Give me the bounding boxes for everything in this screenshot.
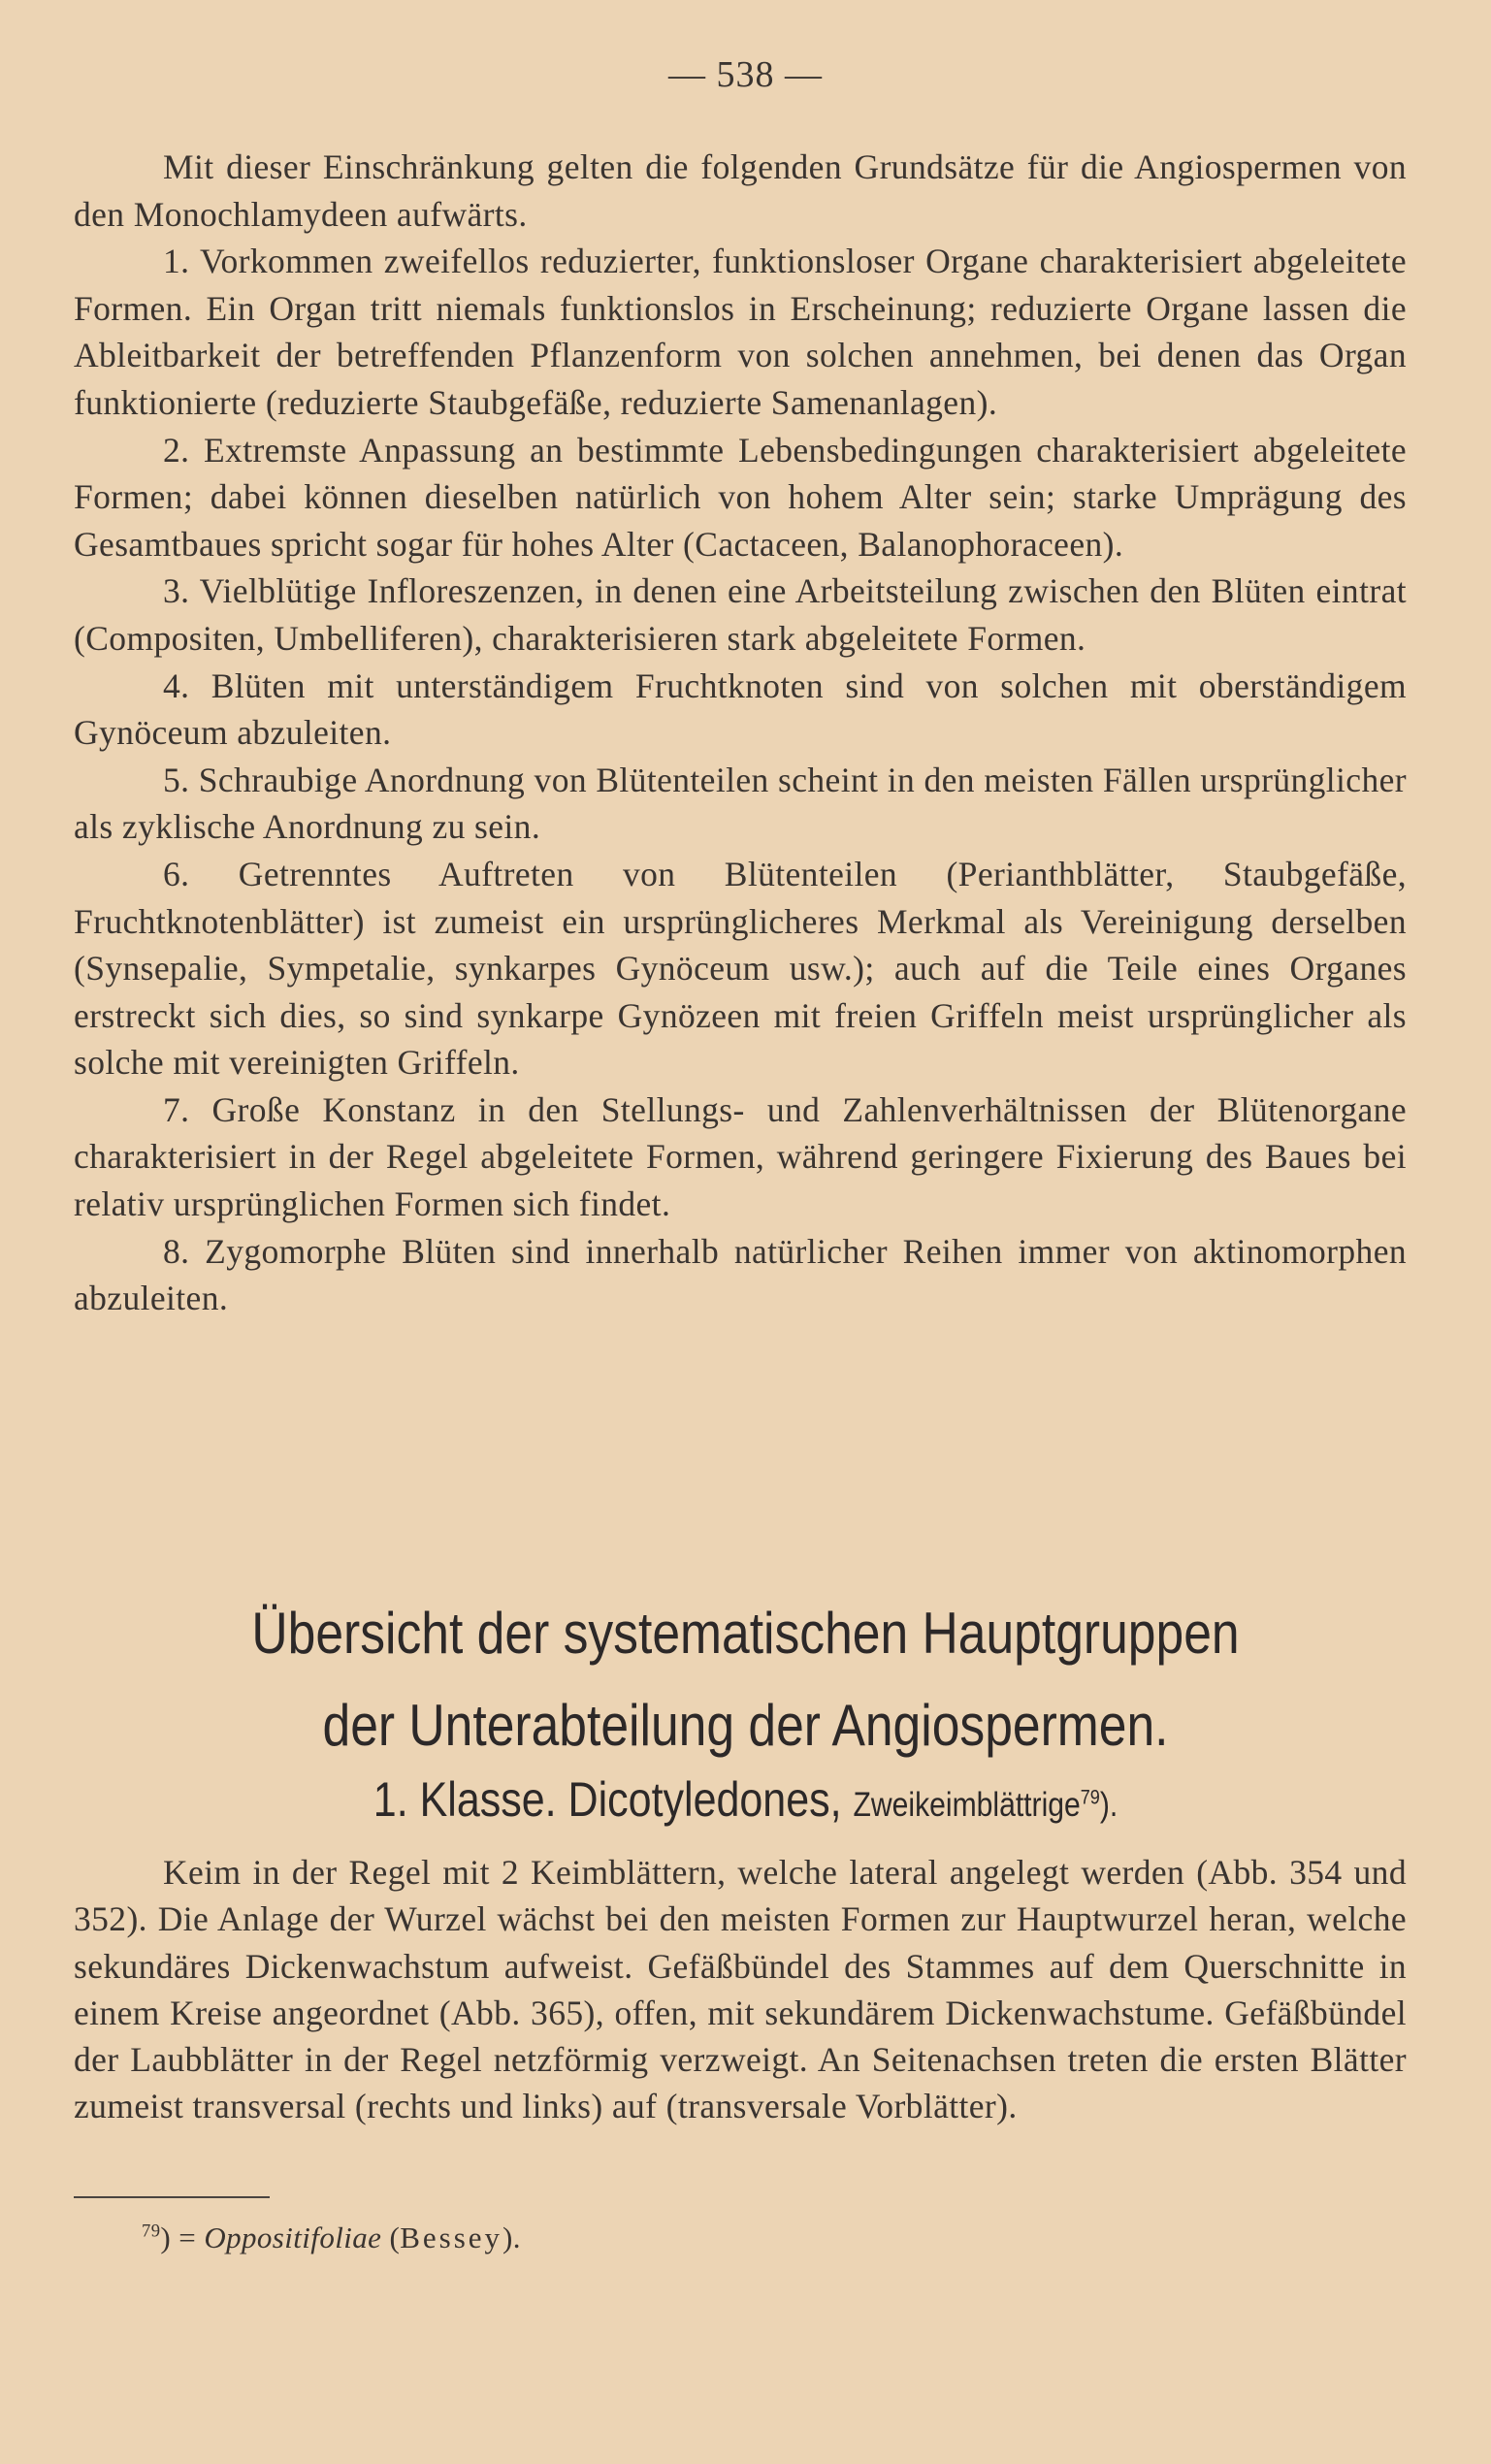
principle-5: 5. Schraubige Anordnung von Blütenteilen scheint in den meisten Fällen ursprünglicher als zyklische Anordnung zu sein. [74,760,1407,847]
footnote: $^{79}$) = Oppositifoliae (Bessey). [142,2221,521,2254]
footnote-term: Oppositifoliae [204,2221,382,2254]
footnote-number: 79 [142,2221,161,2242]
footnote-author: Bessey [400,2221,503,2254]
footnote-ref: 79 [1080,1786,1100,1809]
description-paragraph: Keim in der Regel mit 2 Keimblättern, welche lateral angelegt werden (Abb. 354 und 352). Die Anlage der Wurzel wächst bei den meisten Formen zur Hauptwurzel heran, welche sekundäres Dickenwachstum aufweist. Gefäßbündel des Stammes auf dem Querschnitte in einem Kreise angeordnet (Abb. 365), offen, mit sekundärem Dickenwachstume. Gefäßbündel der Laubblätter in der Regel netzförmig verzweigt. An Seitenachsen treten die ersten Blätter zumeist transversal (rechts und links) auf (transversale Vorblätter). [74,1853,1407,2126]
body-text [74,144,1407,1322]
principle-2: 2. Extremste Anpassung an bestimmte Lebensbedingungen charakterisiert abgeleitete Formen; dabei können dieselben natürlich von hohem Alter sein; starke Umprägung des Gesamtbaues spricht sogar für hohes Alter (Cactaceen, Balanophoraceen). [74,430,1407,564]
principle-3: 3. Vielblütige Infloreszenzen, in denen eine Arbeitsteilung zwischen den Blüten eintrat (Compositen, Umbelliferen), charakterisieren stark abgeleitete Formen. [74,571,1407,658]
class-title: 1. Klasse. Dicotyledones, [373,1772,842,1827]
class-heading [105,1769,1387,1835]
section-heading-line1: Übersicht der systematischen Hauptgruppen [251,1601,1240,1666]
description-text [74,1849,1407,2130]
principle-8: 8. Zygomorphe Blüten sind innerhalb natürlicher Reihen immer von aktinomorphen abzuleiten. [74,1231,1407,1318]
principle-7: 7. Große Konstanz in den Stellungs- und Zahlenverhältnissen der Blütenorgane charakterisiert in der Regel abgeleitete Formen, während geringere Fixierung des Baues bei relativ ursprünglichen Formen sich findet. [74,1089,1407,1224]
principle-4: 4. Blüten mit unterständigem Fruchtknoten sind von solchen mit oberständigem Gynöceum abzuleiten. [74,665,1407,753]
intro-paragraph: Mit dieser Einschränkung gelten die folgenden Grundsätze für die Angiospermen von den Monochlamydeen aufwärts. [74,147,1407,234]
principle-1: 1. Vorkommen zweifellos reduzierter, funktionsloser Organe charakterisiert abgeleitete Formen. Ein Organ tritt niemals funktionslos in Erscheinung; reduzierte Organe lassen die Ableitbarkeit der betreffenden Pflanzenform von solchen annehmen, bei denen das Organ funktionierte (reduzierte Staubgefäße, reduzierte Samenanlagen). [74,242,1407,422]
page-number: — 538 — [668,54,823,95]
principle-6: 6. Getrenntes Auftreten von Blütenteilen (Perianthblätter, Staubgefäße, Fruchtknotenblätter) ist zumeist ein ursprünglicheres Merkmal als Vereinigung derselben (Synsepalie, Sympetalie, synkarpes Gynöceum usw.); auch auf die Teile eines Organes erstreckt sich dies, so sind synkarpe Gynözeen mit freien Griffeln meist ursprünglicher als solche mit vereinigten Griffeln. [74,854,1407,1083]
class-subtitle: Zweikeimblättrige$^{79}$). [853,1786,1118,1824]
footnote-divider [74,2196,270,2198]
section-heading-line2: der Unterabteilung der Angiospermen. [322,1693,1169,1758]
